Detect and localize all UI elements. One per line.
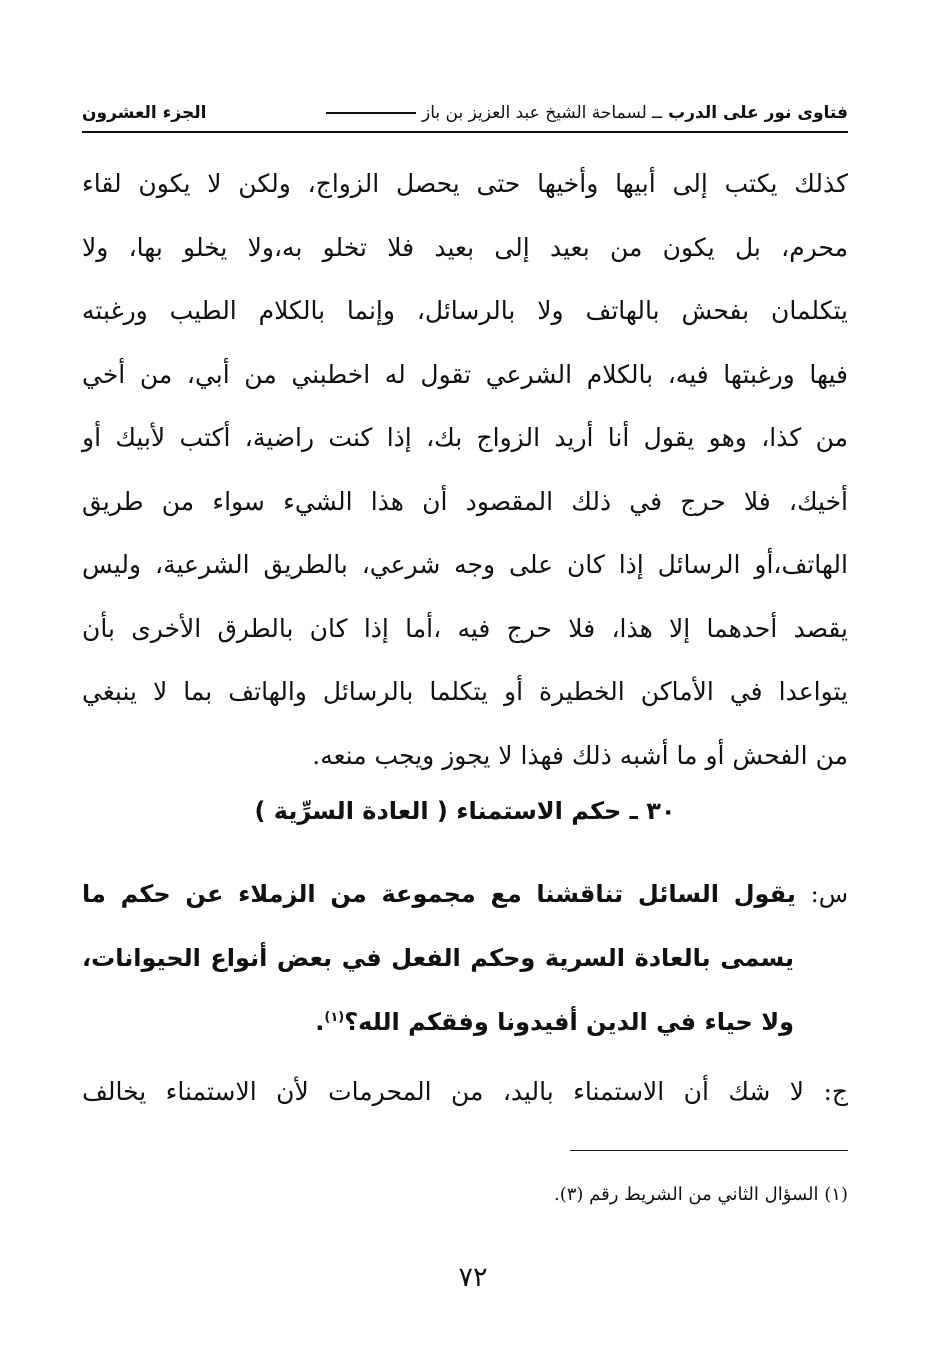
body-line: فيها ورغبتها فيه، بالكلام الشرعي تقول له اخطبني من أبي، من أخي: [82, 359, 848, 389]
body-line: يتواعدا في الأماكن الخطيرة أو يتكلما بالرسائل والهاتف بما لا ينبغي: [82, 677, 848, 706]
book-title: فتاوى نور على الدرب: [668, 103, 848, 123]
question-end-mark: .: [315, 1008, 325, 1036]
footnote: (١) السؤال الثاني من الشريط رقم (٣).: [553, 1184, 848, 1205]
answer-block: [82, 1062, 848, 1122]
body-line: يقصد أحدهما إلا هذا، فلا حرج فيه ،أما إذا كان بالطرق الأخرى بأن: [82, 613, 848, 643]
section-heading: ٣٠ ـ حكم الاستمناء ( العادة السرِّية ): [254, 797, 676, 825]
page-number: ٧٢: [458, 1262, 488, 1293]
body-line: من كذا، وهو يقول أنا أريد الزواج بك، إذا كنت راضية، أكتب لأبيك أو: [82, 423, 848, 452]
question-block: [82, 862, 848, 1054]
question-label: س:: [810, 880, 848, 908]
body-line: أخيك، فلا حرج في ذلك المقصود أن هذا الشيء سواء من طريق: [82, 486, 848, 516]
volume-label: الجزء العشرون: [82, 103, 207, 123]
body-line: محرم، بل يكون من بعيد إلى بعيد فلا تخلو به،ولا يخلو بها، ولا: [82, 232, 848, 262]
footnote-reference: (١): [324, 1010, 345, 1025]
question-line: يسمى بالعادة السرية وحكم الفعل في بعض أنواع الحيوانات،: [82, 944, 794, 972]
running-header: [82, 96, 848, 130]
answer-text: لا شك أن الاستمناء باليد، من المحرمات لأن الاستمناء يخالف: [82, 1077, 805, 1106]
author-name: ــ لسماحة الشيخ عبد العزيز بن باز: [422, 103, 663, 123]
question-line: [82, 990, 848, 1054]
answer-label: ج:: [823, 1077, 848, 1106]
header-rule: [82, 131, 848, 133]
question-text: يقول السائل تناقشنا مع مجموعة من الزملاء عن حكم ما: [82, 880, 796, 908]
body-line: كذلك يكتب إلى أبيها وأخيها حتى يحصل الزواج، ولكن لا يكون لقاء: [82, 169, 848, 198]
body-line: يتكلمان بفحش بالهاتف ولا بالرسائل، وإنما بالكلام الطيب ورغبته: [82, 296, 848, 325]
header-title-group: [326, 103, 848, 123]
header-dash-line: [326, 112, 416, 114]
body-line: الهاتف،أو الرسائل إذا كان على وجه شرعي، بالطريق الشرعية، وليس: [82, 550, 848, 579]
footnote-separator: [570, 1150, 848, 1151]
body-paragraph: [82, 152, 848, 787]
body-line: من الفحش أو ما أشبه ذلك فهذا لا يجوز ويجب منعه.: [312, 740, 848, 770]
question-line: [82, 862, 848, 926]
question-text: ولا حياء في الدين أفيدونا وفقكم الله؟: [344, 1008, 794, 1036]
